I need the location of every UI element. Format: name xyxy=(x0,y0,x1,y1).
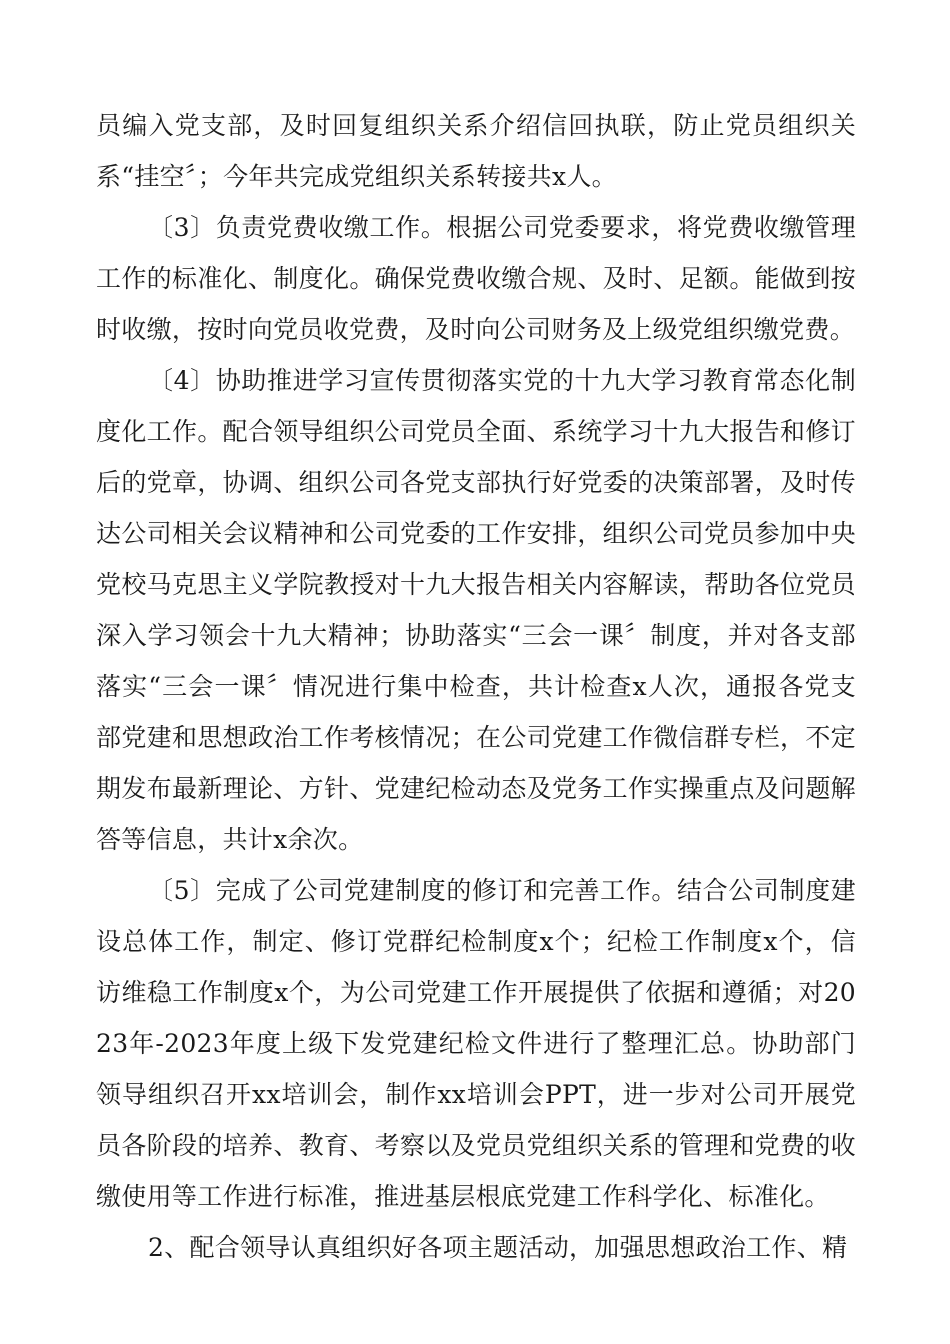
paragraph-item-5-system-revision: 〔5〕完成了公司党建制度的修订和完善工作。结合公司制度建设总体工作，制定、修订党群纪检制度x个；纪检工作制度x个，信访维稳工作制度x个，为公司党建工作开展提供了依据和遵循；对2023年-2023年度上级下发党建纪检文件进行了整理汇总。协助部门领导组织召开xx培训会，制作xx培训会PPT，进一步对公司开展党员各阶段的培养、教育、考察以及党员党组织关系的管理和党费的收缴使用等工作进行标准，推进基层根底党建工作科学化、标准化。 xyxy=(96,876,856,1211)
paragraph-section-2-themed-activities: 2、配合领导认真组织好各项主题活动，加强思想政治工作、精 xyxy=(148,1233,848,1262)
paragraph-item-3-party-dues: 〔3〕负责党费收缴工作。根据公司党委要求，将党费收缴管理工作的标准化、制度化。确保党费收缴合规、及时、足额。能做到按时收缴，按时向党员收党费，及时向公司财务及上级党组织缴党费。 xyxy=(96,213,856,344)
paragraph-continuation: 员编入党支部，及时回复组织关系介绍信回执联，防止党员组织关系“挂空〞；今年共完成党组织关系转接共x人。 xyxy=(96,111,856,191)
document-body xyxy=(96,100,856,1273)
paragraph-item-4-study-promotion: 〔4〕协助推进学习宣传贯彻落实党的十九大学习教育常态化制度化工作。配合领导组织公司党员全面、系统学习十九大报告和修订后的党章，协调、组织公司各党支部执行好党委的决策部署，及时传达公司相关会议精神和公司党委的工作安排，组织公司党员参加中央党校马克思主义学院教授对十九大报告相关内容解读，帮助各位党员深入学习领会十九大精神；协助落实“三会一课〞制度，并对各支部落实“三会一课〞情况进行集中检查，共计检查x人次，通报各党支部党建和思想政治工作考核情况；在公司党建工作微信群专栏，不定期发布最新理论、方针、党建纪检动态及党务工作实操重点及问题解答等信息，共计x余次。 xyxy=(96,366,856,854)
